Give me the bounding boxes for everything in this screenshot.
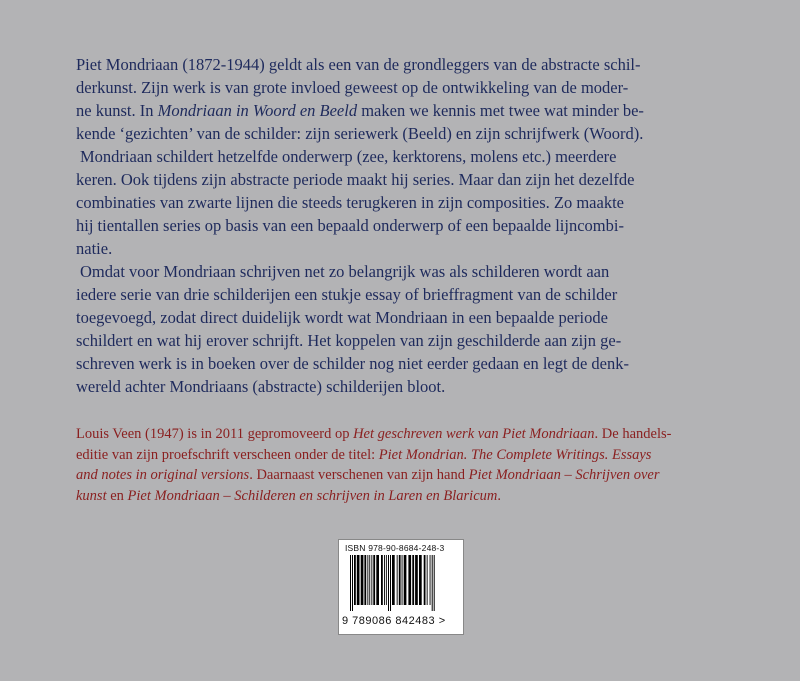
- description-line: wereld achter Mondriaans (abstracte) schilderijen bloot.: [76, 377, 446, 396]
- barcode-bar: [402, 555, 403, 605]
- bio-line: Louis Veen (1947) is in 2011 gepromoveerd op Het geschreven werk van Piet Mondriaan. De handels-: [76, 426, 672, 442]
- book-title-italic: Mondriaan in Woord en Beeld: [157, 101, 358, 120]
- barcode-bar: [376, 555, 379, 605]
- barcode-bar: [386, 555, 387, 605]
- barcode-bar: [369, 555, 370, 605]
- barcode-bar: [373, 555, 375, 605]
- barcode-bar: [367, 555, 368, 605]
- barcode-bar: [412, 555, 414, 605]
- barcode-bar: [424, 555, 426, 605]
- barcode-bar: [384, 555, 385, 605]
- barcode-bar: [392, 555, 395, 605]
- barcode-bar: [371, 555, 372, 605]
- barcode-bar: [434, 555, 435, 611]
- barcode-bar: [432, 555, 433, 611]
- barcode-bars: [349, 555, 453, 611]
- barcode-bar: [350, 555, 351, 611]
- barcode-bar: [399, 555, 401, 605]
- barcode-bar: [430, 555, 431, 605]
- description-line: Omdat voor Mondriaan schrijven net zo belangrijk was als schilderen wordt aan: [80, 262, 610, 281]
- description-line: keren. Ook tijdens zijn abstracte periode maakt hij series. Maar dan zijn het dezelfde: [76, 170, 635, 189]
- isbn-barcode: [338, 539, 464, 635]
- description-line: schreven werk is in boeken over de schilder nog niet eerder gedaan en legt de denk-: [76, 354, 629, 373]
- description-line: kende ‘gezichten’ van de schilder: zijn seriewerk (Beeld) en zijn schrijfwerk (Woord).: [76, 124, 644, 143]
- barcode-bar: [361, 555, 364, 605]
- barcode-bar: [419, 555, 422, 605]
- barcode-bar: [390, 555, 391, 611]
- description-line: derkunst. Zijn werk is van grote invloed geweest op de ontwikkeling van de moder-: [76, 78, 629, 97]
- barcode-bar: [381, 555, 383, 605]
- description-line: hij tientallen series op basis van een bepaald onderwerp of een bepaalde lijncombi-: [76, 216, 624, 235]
- barcode-bar: [427, 555, 428, 605]
- bio-line: and notes in original versions. Daarnaast verschenen van zijn hand Piet Mondriaan – Schrijven over: [76, 467, 660, 483]
- isbn-label: ISBN 978-90-8684-248-3: [345, 543, 445, 553]
- barcode-bar: [364, 555, 366, 605]
- barcode-bar: [388, 555, 389, 611]
- description-line: schildert en wat hij erover schrijft. Het koppelen van zijn geschilderde aan zijn ge-: [76, 331, 622, 350]
- ean-digits: 9 789086 842483 >: [342, 615, 446, 627]
- author-bio: [76, 424, 726, 506]
- description-line: Piet Mondriaan (1872-1944) geldt als een van de grondleggers van de abstracte schil-: [76, 55, 641, 74]
- bio-line: kunst en Piet Mondriaan – Schilderen en schrijven in Laren en Blaricum.: [76, 487, 501, 504]
- barcode-bar: [408, 555, 411, 605]
- description-line: toegevoegd, zodat direct duidelijk wordt wat Mondriaan in een bepaalde periode: [76, 308, 608, 327]
- description-line: natie.: [76, 239, 113, 258]
- barcode-bar: [397, 555, 398, 605]
- barcode-bar: [404, 555, 407, 605]
- barcode-bar: [354, 555, 356, 605]
- description-line: Mondriaan schildert hetzelfde onderwerp (zee, kerktorens, molens etc.) meerdere: [80, 147, 617, 166]
- description-line: combinaties van zwarte lijnen die steeds terugkeren in zijn composities. Zo maakte: [76, 193, 624, 212]
- bio-line: editie van zijn proefschrift verscheen onder de titel: Piet Mondrian. The Complete Writings. Essays: [76, 446, 652, 463]
- barcode-bar: [415, 555, 418, 605]
- book-description: [76, 53, 726, 398]
- description-line: iedere serie van drie schilderijen een stukje essay of brieffragment van de schilder: [76, 285, 618, 304]
- barcode-bar: [352, 555, 353, 611]
- barcode-bar: [357, 555, 360, 605]
- description-line: ne kunst. In Mondriaan in Woord en Beeld maken we kennis met twee wat minder be-: [76, 101, 644, 120]
